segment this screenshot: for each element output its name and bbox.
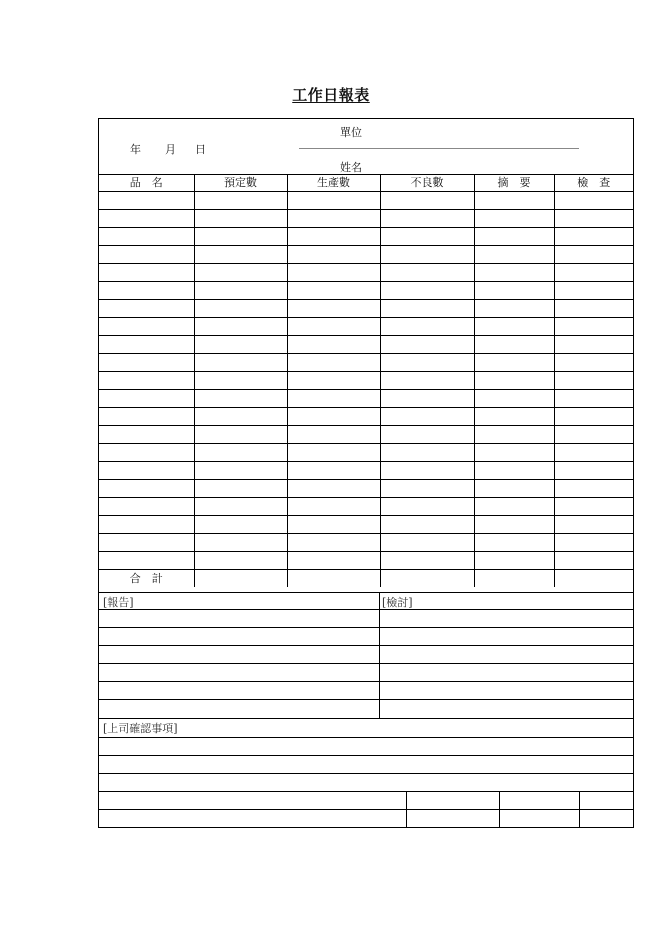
col-header-produced: 生產數 bbox=[287, 174, 380, 192]
table-cell[interactable] bbox=[380, 192, 474, 210]
table-cell[interactable] bbox=[99, 426, 194, 444]
table-cell[interactable] bbox=[287, 354, 380, 372]
signature-row[interactable] bbox=[99, 809, 633, 810]
table-cell[interactable] bbox=[474, 264, 554, 282]
signature-divider bbox=[499, 791, 500, 828]
table-cell[interactable] bbox=[474, 372, 554, 390]
table-cell[interactable] bbox=[194, 462, 287, 480]
table-cell[interactable] bbox=[380, 480, 474, 498]
table-row bbox=[99, 498, 633, 516]
production-table bbox=[99, 174, 633, 587]
total-cell[interactable] bbox=[380, 570, 474, 588]
table-cell[interactable] bbox=[380, 498, 474, 516]
unit-name-divider bbox=[299, 148, 579, 149]
name-label: 姓名 bbox=[340, 161, 362, 174]
total-row bbox=[99, 570, 633, 588]
daily-report-form bbox=[98, 118, 634, 828]
table-cell[interactable] bbox=[554, 426, 633, 444]
table-cell[interactable] bbox=[380, 264, 474, 282]
table-cell[interactable] bbox=[380, 246, 474, 264]
table-cell[interactable] bbox=[287, 462, 380, 480]
table-cell[interactable] bbox=[99, 516, 194, 534]
table-cell[interactable] bbox=[380, 372, 474, 390]
table-cell[interactable] bbox=[380, 534, 474, 552]
report-line[interactable] bbox=[99, 645, 633, 646]
table-cell[interactable] bbox=[474, 462, 554, 480]
report-line[interactable] bbox=[99, 681, 633, 682]
report-divider bbox=[379, 593, 380, 719]
table-cell[interactable] bbox=[380, 516, 474, 534]
table-cell[interactable] bbox=[474, 246, 554, 264]
table-cell[interactable] bbox=[380, 552, 474, 570]
table-cell[interactable] bbox=[554, 552, 633, 570]
table-cell[interactable] bbox=[474, 336, 554, 354]
table-cell[interactable] bbox=[380, 318, 474, 336]
total-cell[interactable] bbox=[554, 570, 633, 588]
table-cell[interactable] bbox=[474, 408, 554, 426]
report-line[interactable] bbox=[99, 627, 633, 628]
supervisor-label: [上司確認事項] bbox=[103, 722, 178, 735]
report-line[interactable] bbox=[99, 699, 633, 700]
signature-row[interactable] bbox=[99, 791, 633, 792]
table-cell[interactable] bbox=[194, 534, 287, 552]
table-cell[interactable] bbox=[99, 210, 194, 228]
table-cell[interactable] bbox=[194, 408, 287, 426]
table-cell[interactable] bbox=[99, 354, 194, 372]
table-cell[interactable] bbox=[99, 300, 194, 318]
table-cell[interactable] bbox=[554, 462, 633, 480]
table-cell[interactable] bbox=[99, 228, 194, 246]
table-cell[interactable] bbox=[554, 390, 633, 408]
table-header-row bbox=[99, 174, 633, 192]
table-cell[interactable] bbox=[99, 390, 194, 408]
table-cell[interactable] bbox=[474, 552, 554, 570]
table-cell[interactable] bbox=[194, 552, 287, 570]
report-line[interactable] bbox=[99, 609, 633, 610]
table-row bbox=[99, 282, 633, 300]
table-cell[interactable] bbox=[287, 498, 380, 516]
table-cell[interactable] bbox=[194, 246, 287, 264]
total-cell[interactable] bbox=[194, 570, 287, 588]
table-row bbox=[99, 300, 633, 318]
table-cell[interactable] bbox=[287, 426, 380, 444]
table-cell[interactable] bbox=[554, 264, 633, 282]
table-cell[interactable] bbox=[99, 498, 194, 516]
table-cell[interactable] bbox=[99, 264, 194, 282]
table-cell[interactable] bbox=[380, 228, 474, 246]
table-cell[interactable] bbox=[474, 228, 554, 246]
table-cell[interactable] bbox=[554, 444, 633, 462]
table-cell[interactable] bbox=[554, 246, 633, 264]
total-cell[interactable] bbox=[474, 570, 554, 588]
table-cell[interactable] bbox=[474, 498, 554, 516]
supervisor-section bbox=[99, 718, 633, 828]
table-cell[interactable] bbox=[287, 372, 380, 390]
table-cell[interactable] bbox=[194, 426, 287, 444]
table-row bbox=[99, 390, 633, 408]
table-row bbox=[99, 336, 633, 354]
table-cell[interactable] bbox=[194, 480, 287, 498]
table-cell[interactable] bbox=[194, 516, 287, 534]
table-cell[interactable] bbox=[554, 408, 633, 426]
table-row bbox=[99, 408, 633, 426]
table-cell[interactable] bbox=[554, 354, 633, 372]
table-cell[interactable] bbox=[194, 192, 287, 210]
report-section bbox=[99, 592, 633, 719]
table-cell[interactable] bbox=[474, 516, 554, 534]
table-cell[interactable] bbox=[554, 534, 633, 552]
table-cell[interactable] bbox=[380, 282, 474, 300]
table-cell[interactable] bbox=[554, 516, 633, 534]
table-cell[interactable] bbox=[380, 210, 474, 228]
review-label: [檢討] bbox=[382, 596, 413, 609]
table-cell[interactable] bbox=[474, 282, 554, 300]
table-cell[interactable] bbox=[554, 480, 633, 498]
table-cell[interactable] bbox=[554, 210, 633, 228]
col-header-item-name: 品 名 bbox=[99, 174, 194, 192]
table-cell[interactable] bbox=[474, 300, 554, 318]
table-row bbox=[99, 354, 633, 372]
table-cell[interactable] bbox=[287, 192, 380, 210]
table-cell[interactable] bbox=[554, 498, 633, 516]
table-cell[interactable] bbox=[554, 192, 633, 210]
table-cell[interactable] bbox=[194, 372, 287, 390]
table-cell[interactable] bbox=[287, 516, 380, 534]
report-line[interactable] bbox=[99, 663, 633, 664]
table-row bbox=[99, 516, 633, 534]
table-row bbox=[99, 246, 633, 264]
table-row bbox=[99, 480, 633, 498]
table-row bbox=[99, 210, 633, 228]
total-cell[interactable] bbox=[287, 570, 380, 588]
table-cell[interactable] bbox=[554, 300, 633, 318]
table-row bbox=[99, 192, 633, 210]
table-cell[interactable] bbox=[287, 228, 380, 246]
table-row bbox=[99, 462, 633, 480]
table-cell[interactable] bbox=[474, 318, 554, 336]
table-row bbox=[99, 228, 633, 246]
table-cell[interactable] bbox=[99, 480, 194, 498]
table-cell[interactable] bbox=[380, 336, 474, 354]
report-label: [報告] bbox=[103, 596, 134, 609]
table-cell[interactable] bbox=[287, 282, 380, 300]
table-cell[interactable] bbox=[380, 444, 474, 462]
table-cell[interactable] bbox=[194, 228, 287, 246]
table-cell[interactable] bbox=[287, 300, 380, 318]
table-cell[interactable] bbox=[474, 390, 554, 408]
table-cell[interactable] bbox=[99, 444, 194, 462]
year-label: 年 bbox=[130, 143, 141, 156]
col-header-inspection: 檢 查 bbox=[554, 174, 633, 192]
table-cell[interactable] bbox=[194, 318, 287, 336]
form-header bbox=[99, 119, 633, 175]
table-cell[interactable] bbox=[554, 318, 633, 336]
table-cell[interactable] bbox=[194, 336, 287, 354]
table-cell[interactable] bbox=[194, 282, 287, 300]
table-row bbox=[99, 318, 633, 336]
table-cell[interactable] bbox=[287, 246, 380, 264]
month-label: 月 bbox=[165, 143, 176, 156]
table-cell[interactable] bbox=[554, 282, 633, 300]
table-cell[interactable] bbox=[287, 444, 380, 462]
table-cell[interactable] bbox=[287, 480, 380, 498]
table-cell[interactable] bbox=[287, 390, 380, 408]
table-cell[interactable] bbox=[99, 192, 194, 210]
table-cell[interactable] bbox=[380, 408, 474, 426]
table-cell[interactable] bbox=[380, 300, 474, 318]
table-row bbox=[99, 552, 633, 570]
table-cell[interactable] bbox=[99, 372, 194, 390]
table-cell[interactable] bbox=[99, 462, 194, 480]
table-cell[interactable] bbox=[554, 228, 633, 246]
table-cell[interactable] bbox=[287, 408, 380, 426]
col-header-summary: 摘 要 bbox=[474, 174, 554, 192]
col-header-planned: 預定數 bbox=[194, 174, 287, 192]
table-cell[interactable] bbox=[99, 408, 194, 426]
table-cell[interactable] bbox=[287, 210, 380, 228]
table-cell[interactable] bbox=[99, 282, 194, 300]
table-cell[interactable] bbox=[194, 264, 287, 282]
table-cell[interactable] bbox=[99, 534, 194, 552]
supervisor-line[interactable] bbox=[99, 737, 633, 738]
table-cell[interactable] bbox=[99, 336, 194, 354]
table-row bbox=[99, 426, 633, 444]
table-cell[interactable] bbox=[287, 264, 380, 282]
table-cell[interactable] bbox=[474, 480, 554, 498]
table-row bbox=[99, 534, 633, 552]
unit-label: 單位 bbox=[340, 126, 362, 139]
total-label: 合 計 bbox=[99, 570, 194, 588]
table-cell[interactable] bbox=[194, 300, 287, 318]
table-cell[interactable] bbox=[380, 390, 474, 408]
table-cell[interactable] bbox=[287, 534, 380, 552]
table-cell[interactable] bbox=[554, 336, 633, 354]
supervisor-line[interactable] bbox=[99, 773, 633, 774]
table-row bbox=[99, 264, 633, 282]
table-cell[interactable] bbox=[474, 210, 554, 228]
table-cell[interactable] bbox=[474, 444, 554, 462]
document-title: 工作日報表 bbox=[292, 86, 370, 104]
table-cell[interactable] bbox=[287, 318, 380, 336]
table-cell[interactable] bbox=[474, 354, 554, 372]
table-cell[interactable] bbox=[194, 354, 287, 372]
table-cell[interactable] bbox=[99, 552, 194, 570]
table-cell[interactable] bbox=[474, 534, 554, 552]
table-row bbox=[99, 444, 633, 462]
table-cell[interactable] bbox=[194, 390, 287, 408]
table-cell[interactable] bbox=[99, 246, 194, 264]
signature-divider bbox=[579, 791, 580, 828]
table-cell[interactable] bbox=[380, 426, 474, 444]
table-cell[interactable] bbox=[554, 372, 633, 390]
table-cell[interactable] bbox=[287, 552, 380, 570]
table-row bbox=[99, 372, 633, 390]
table-cell[interactable] bbox=[380, 462, 474, 480]
col-header-defective: 不良數 bbox=[380, 174, 474, 192]
table-cell[interactable] bbox=[474, 192, 554, 210]
table-cell[interactable] bbox=[474, 426, 554, 444]
table-cell[interactable] bbox=[194, 498, 287, 516]
day-label: 日 bbox=[195, 143, 206, 156]
signature-divider bbox=[406, 791, 407, 828]
table-cell[interactable] bbox=[194, 210, 287, 228]
table-cell[interactable] bbox=[287, 336, 380, 354]
table-cell[interactable] bbox=[194, 444, 287, 462]
supervisor-line[interactable] bbox=[99, 755, 633, 756]
table-cell[interactable] bbox=[380, 354, 474, 372]
table-cell[interactable] bbox=[99, 318, 194, 336]
